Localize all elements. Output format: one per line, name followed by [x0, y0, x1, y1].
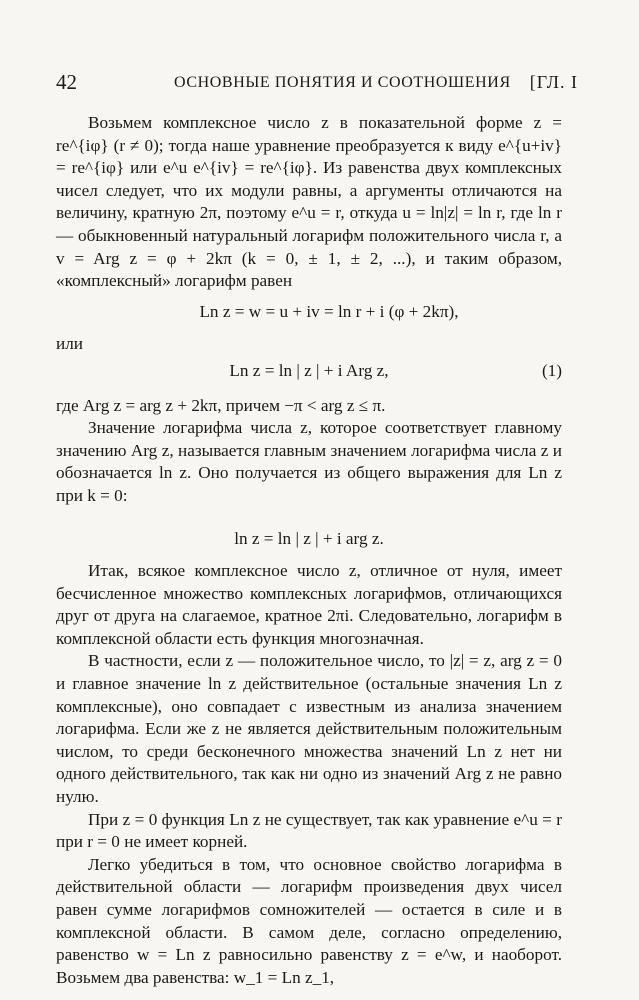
- running-title: ОСНОВНЫЕ ПОНЯТИЯ И СООТНОШЕНИЯ: [174, 74, 511, 91]
- paragraph-6: При z = 0 функция Ln z не существует, так как уравнение e^u = r при r = 0 не имеет корней.: [56, 809, 562, 852]
- formula-principal-log: ln z = ln | z | + i arg z.: [234, 528, 384, 548]
- paragraph-4: Итак, всякое комплексное число z, отличное от нуля, имеет бесчисленное множество комплексных логарифмов, отличающихся друг от друга на слагаемое, кратное 2πi. Следовательно, логарифм в комплексной области есть функция многозначная.: [56, 561, 562, 648]
- formula-ln-arg: Ln z = ln | z | + i Arg z,: [229, 360, 389, 380]
- page-header: [56, 70, 578, 100]
- chapter-marker: [ГЛ. I: [529, 72, 578, 92]
- paragraph-2: где Arg z = arg z + 2kπ, причем −π < arg z ≤ π.: [56, 395, 386, 415]
- page-number: 42: [56, 70, 77, 94]
- or-word: или: [56, 334, 83, 354]
- paragraph-7: Легко убедиться в том, что основное свойство логарифма в действительной области — логарифм произведения двух чисел равен сумме логарифмов сомножителей — остается в силе и в комплексной области. В самом деле, согласно определению, равенство w = Ln z равносильно равенству z = e^w, и наоборот. Возьмем два равенства: w_1 = Ln z_1,: [56, 854, 562, 987]
- formula-ln-definition: Ln z = w = u + iv = ln r + i (φ + 2kπ),: [199, 301, 459, 321]
- paragraph-1: Возьмем комплексное число z в показательной форме z = re^{iφ} (r ≠ 0); тогда наше уравнение преобразуется к виду e^{u+iv} = re^{iφ} или e^u e^{iv} = re^{iφ}. Из равенства двух комплексных чисел следует, что их модули равны, а аргументы отличаются на величину, кратную 2π, поэтому e^u = r, откуда u = ln|z| = ln r, где ln r — обыкновенный натуральный логарифм положительного числа r, а v = Arg z = φ + 2kπ (k = 0, ± 1, ± 2, ...), и таким образом, «комплексный» логарифм равен: [56, 113, 562, 291]
- paragraph-5: В частности, если z — положительное число, то |z| = z, arg z = 0 и главное значение ln z действительное (остальные значения Ln z комплексные), оно совпадает с известным из анализа значением логарифма. Если же z не является действительным положительным числом, то среди бесконечного множества значений Ln z нет ни одного действительного, так как ни одно из значений Arg z не равно нулю.: [56, 651, 562, 807]
- paragraph-3: Значение логарифма числа z, которое соответствует главному значению Arg z, называется главным значением логарифма числа z и обозначается ln z. Оно получается из общего выражения для Ln z при k = 0:: [56, 418, 562, 505]
- page-body: [56, 112, 562, 989]
- equation-number: (1): [541, 360, 562, 380]
- equation-1-row: [56, 360, 562, 383]
